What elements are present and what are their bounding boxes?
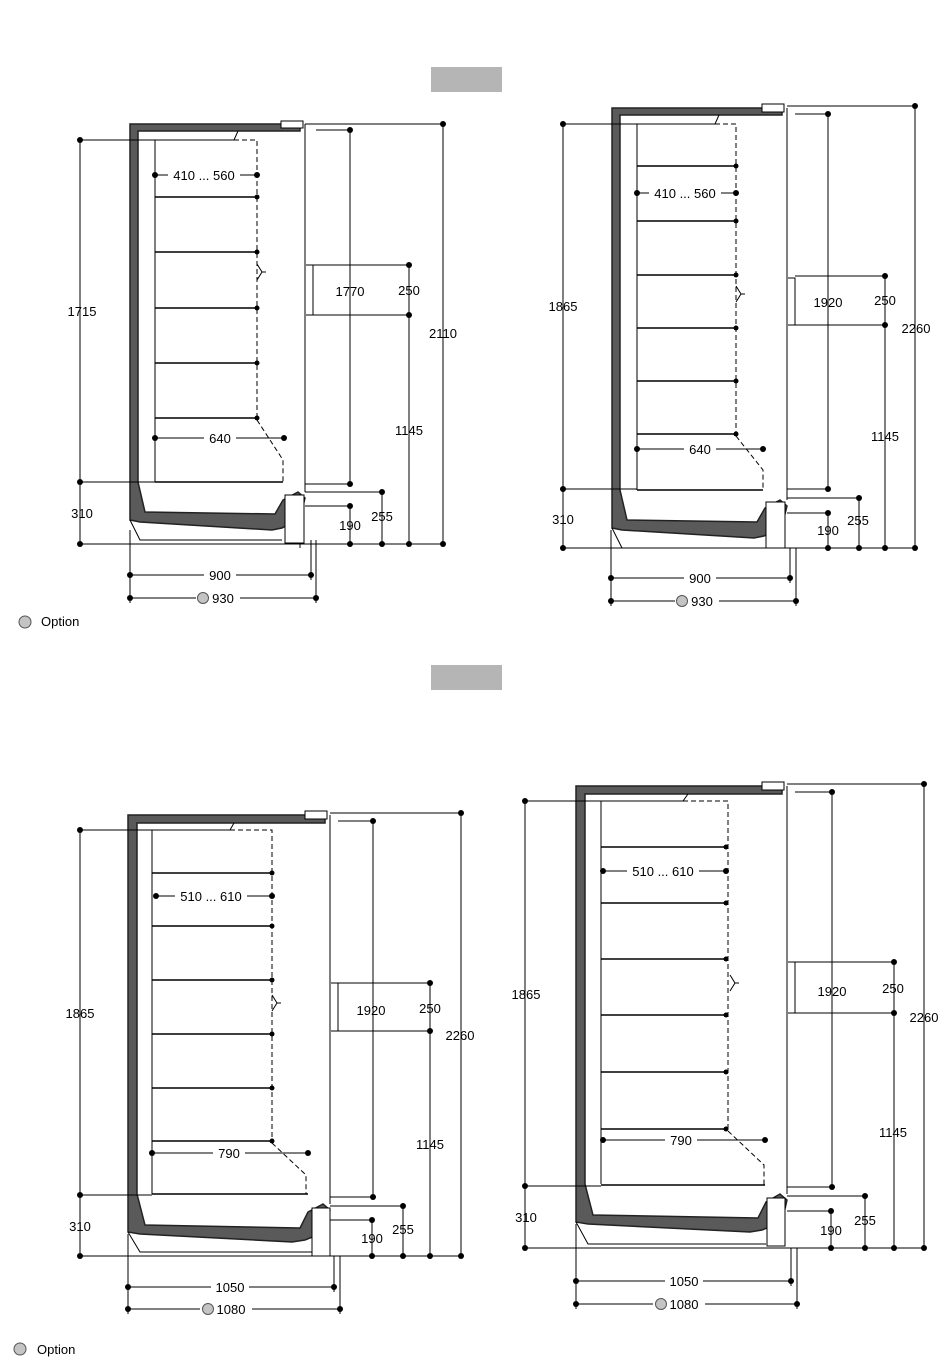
dim-width: 1050 (215, 1280, 245, 1295)
dim-step-height: 255 (392, 1222, 414, 1237)
dim-base-height: 310 (71, 506, 93, 521)
dim-step-height: 255 (371, 509, 393, 524)
dim-handle-floor: 1145 (871, 429, 899, 444)
cabinet-wall (612, 108, 787, 538)
dim-base-height: 310 (515, 1210, 537, 1225)
dim-total-height: 2110 (429, 326, 457, 341)
dim-height-inner: 1865 (548, 299, 578, 314)
dim-total-height: 2260 (445, 1028, 475, 1043)
dim-base-height: 310 (69, 1219, 91, 1234)
dim-handle-height: 250 (419, 1001, 441, 1016)
dim-handle-floor: 1145 (879, 1125, 907, 1140)
dim-door-height: 1920 (817, 984, 847, 999)
option-marker (203, 1304, 214, 1315)
dim-width: 1050 (669, 1274, 699, 1289)
cabinet-diagram-4 (512, 781, 939, 1312)
bottom-depth-label: 790 (670, 1133, 692, 1148)
dim-step-height: 255 (847, 513, 869, 528)
dim-handle-floor: 1145 (395, 423, 423, 438)
bottom-depth-label: 640 (209, 431, 231, 446)
dim-door-height: 1770 (335, 284, 365, 299)
dim-door-height: 1920 (356, 1003, 386, 1018)
dim-kick-height: 190 (339, 518, 361, 533)
dim-total-height: 2260 (901, 321, 931, 336)
option-marker (677, 596, 688, 607)
dim-kick-height: 190 (817, 523, 839, 538)
dim-width: 900 (209, 568, 231, 583)
dim-kick-height: 190 (820, 1223, 842, 1238)
cabinet-wall (576, 786, 787, 1232)
dim-door-height: 1920 (813, 295, 843, 310)
cabinet-diagram-2 (549, 103, 931, 609)
option-marker (198, 593, 209, 604)
dim-kick-height: 190 (361, 1231, 383, 1246)
dim-step-height: 255 (854, 1213, 876, 1228)
legend-bottom (14, 1342, 75, 1357)
cabinet-wall (130, 124, 305, 530)
dim-width: 900 (689, 571, 711, 586)
option-marker (656, 1299, 667, 1310)
cabinet-diagram-3 (66, 810, 475, 1317)
section-tab-bottom (431, 665, 502, 690)
legend-label: Option (37, 1342, 76, 1357)
cabinet-diagram-1 (68, 121, 457, 606)
legend-label: Option (41, 614, 80, 629)
dim-handle-height: 250 (882, 981, 904, 996)
top-cap (281, 121, 303, 128)
dim-handle-height: 250 (398, 283, 420, 298)
dim-width-option: 1080 (216, 1302, 246, 1317)
dim-height-inner: 1865 (65, 1006, 95, 1021)
dim-width-option: 930 (212, 591, 234, 606)
bottom-depth-label: 640 (689, 442, 711, 457)
legend-top (19, 614, 79, 629)
dim-height-inner: 1865 (511, 987, 541, 1002)
dim-base-height: 310 (552, 512, 574, 527)
dim-handle-height: 250 (874, 293, 896, 308)
dim-width-option: 930 (691, 594, 713, 609)
dim-width-option: 1080 (669, 1297, 699, 1312)
bottom-depth-label: 790 (218, 1146, 240, 1161)
dim-handle-floor: 1145 (416, 1137, 444, 1152)
shelf-depth-label: 510 ... 610 (180, 889, 242, 904)
shelf-depth-label: 410 ... 560 (654, 186, 716, 201)
option-marker (19, 616, 31, 628)
dim-height-inner: 1715 (67, 304, 97, 319)
shelf-depth-label: 410 ... 560 (173, 168, 235, 183)
section-tab-top (431, 67, 502, 92)
cabinet-wall (128, 815, 330, 1242)
shelf-depth-label: 510 ... 610 (632, 864, 694, 879)
dim-total-height: 2260 (909, 1010, 939, 1025)
option-marker (14, 1343, 26, 1355)
